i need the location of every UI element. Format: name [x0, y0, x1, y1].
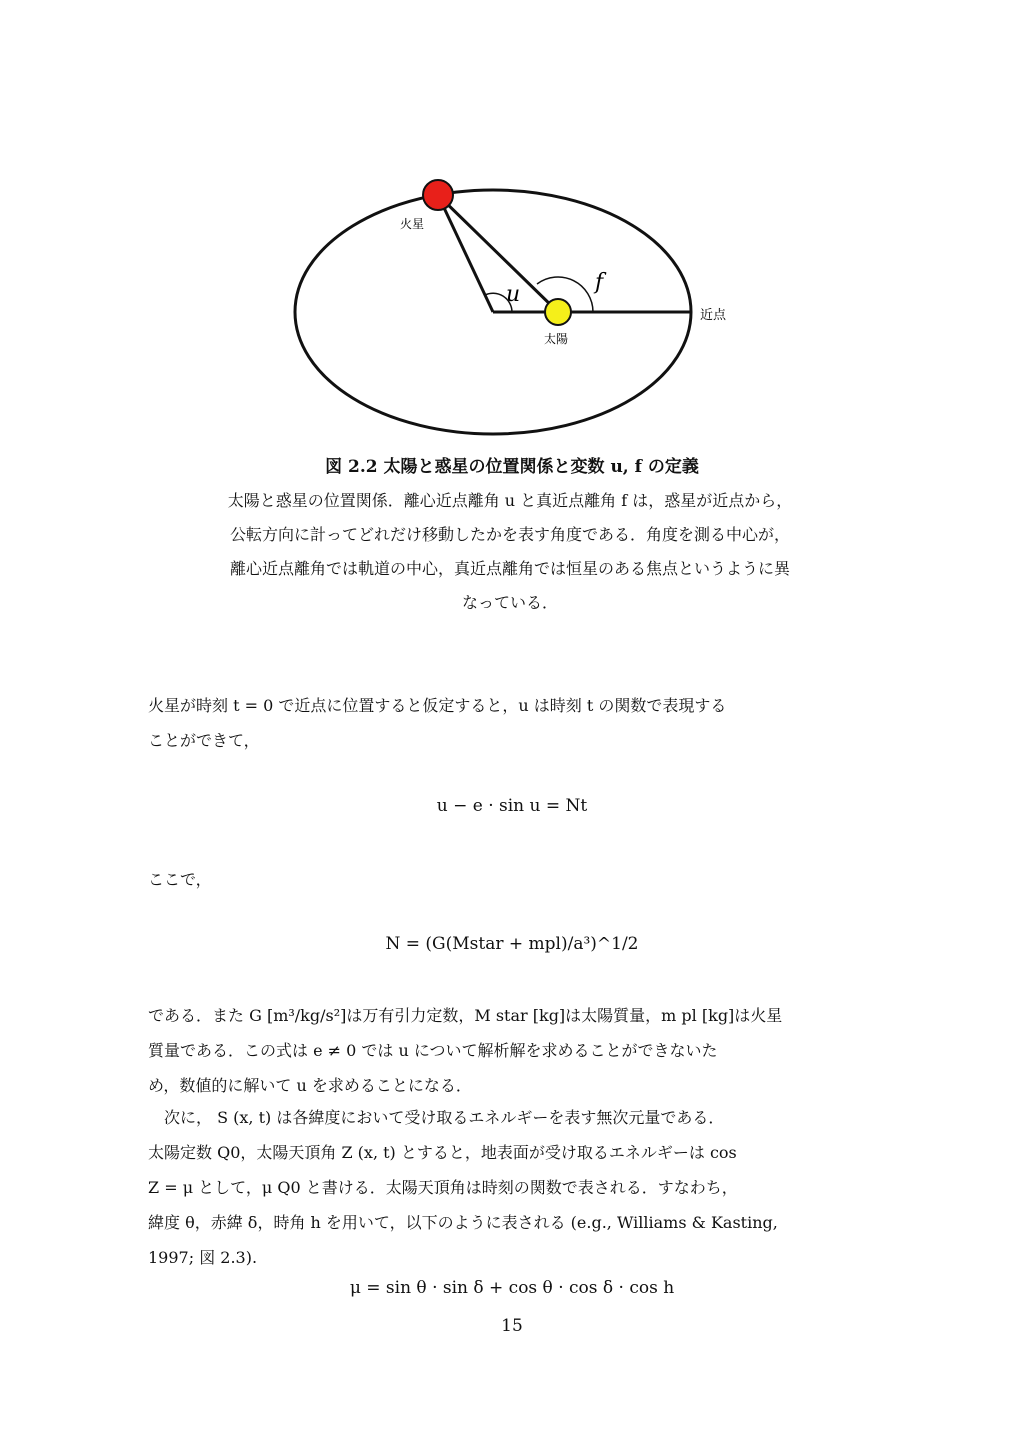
text-line: 太陽定数 Q0，太陽天頂角 Z (x, t) とすると，地表面が受け取るエネルギーは cos [148, 1143, 737, 1162]
caption-line: 離心近点離角では軌道の中心，真近点離角では恒星のある焦点というように異 [229, 559, 790, 578]
text-line: め，数値的に解いて u を求めることになる． [148, 1076, 472, 1095]
text-line: である．また G [m³/kg/s²]は万有引力定数，M star [kg]は太陽質量，m pl [kg]は火星 [148, 1006, 783, 1025]
caption-line: 太陽と惑星の位置関係．離心近点離角 u と真近点離角 f は，惑星が近点から， [227, 491, 793, 510]
paragraph-2: ここで， [148, 870, 212, 889]
orbit-diagram [290, 175, 750, 450]
paragraph-1 [148, 688, 882, 758]
perihelion-label: 近点 [700, 308, 727, 323]
equation-kepler: u − e · sin u = Nt [436, 796, 588, 816]
text-line: 火星が時刻 t = 0 で近点に位置すると仮定すると，u は時刻 t の関数で表現する [148, 696, 727, 715]
mars-label: 火星 [400, 217, 425, 231]
sun-label: 太陽 [544, 332, 569, 346]
caption-line: なっている． [461, 593, 558, 612]
figure-caption-title: 図 2.2 太陽と惑星の位置関係と変数 u, f の定義 [325, 457, 699, 477]
f-label: f [595, 270, 604, 295]
text-line: 質量である．この式は e ≠ 0 では u について解析解を求めることができないた [148, 1041, 718, 1060]
paragraph-3 [148, 998, 882, 1103]
text-line: 次に， S (x, t) は各緯度において受け取るエネルギーを表す無次元量である． [164, 1108, 725, 1127]
text-line: 1997; 図 2.3). [148, 1248, 258, 1267]
page-number: 15 [501, 1316, 523, 1336]
mars-circle [423, 180, 453, 210]
text-line: ことができて， [148, 731, 260, 750]
equation-mean-motion: N = (G(Mstar + mpl)/a³)^1/2 [385, 934, 639, 954]
paragraph-4 [148, 1100, 882, 1275]
text-line: 緯度 θ，赤緯 δ，時角 h を用いて，以下のように表される (e.g., Williams & Kasting, [148, 1213, 778, 1232]
figure-caption-body [140, 484, 880, 620]
equation-zenith: μ = sin θ · sin δ + cos θ · cos δ · cos h [349, 1278, 675, 1298]
sun-circle [545, 299, 571, 325]
u-label: u [506, 282, 521, 307]
text-line: Z = μ として，μ Q0 と書ける．太陽天頂角は時刻の関数で表される．すなわち， [148, 1178, 738, 1197]
caption-line: 公転方向に計ってどれだけ移動したかを表す角度である．角度を測る中心が， [229, 525, 790, 544]
